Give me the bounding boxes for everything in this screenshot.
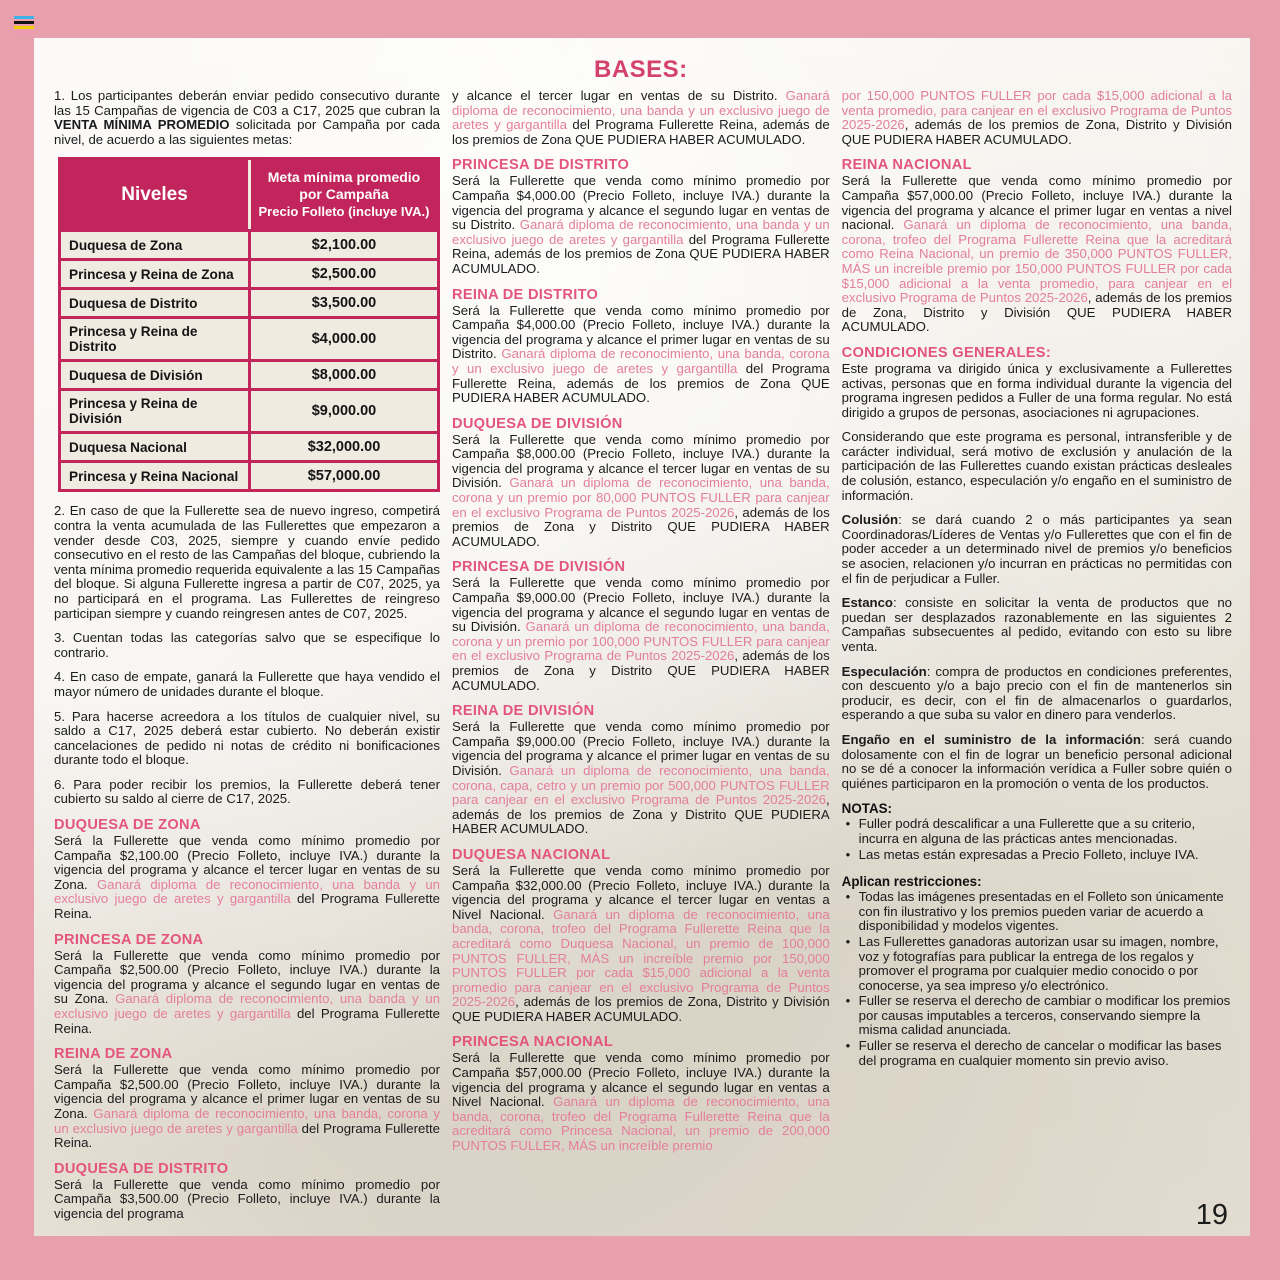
table-header-goal-line3: Precio Folleto (incluye IVA.) <box>258 204 430 220</box>
page-title-bases: BASES: <box>593 56 688 83</box>
princesa-zona-prize: Ganará diploma de reconocimiento, una banda y un exclusivo juego de aretes y gargantilla <box>54 991 440 1021</box>
heading-princesa-de-zona: PRINCESA DE ZONA <box>54 931 204 948</box>
level-goal: $32,000.00 <box>248 431 437 460</box>
text-reina-de-division <box>452 720 830 837</box>
level-goal: $2,100.00 <box>248 229 437 258</box>
table-body <box>61 229 437 489</box>
column-center <box>452 54 842 1226</box>
heading-condiciones-generales: CONDICIONES GENERALES: <box>841 344 1051 361</box>
duquesa-division-t2: , además de los premios de Zona y Distrito QUE PUDIERA HABER ACUMULADO. <box>452 504 830 549</box>
rule-4-paragraph: 4. En caso de empate, ganará la Fullerette que haya vendido el mayor número de unidades durante el bloque. <box>54 669 440 699</box>
table-row <box>61 431 437 460</box>
column-right <box>842 54 1232 1226</box>
text-princesa-de-distrito <box>452 174 830 276</box>
table-header-goal-line2: por Campaña <box>299 186 389 203</box>
heading-notas: NOTAS: <box>841 801 893 817</box>
rule-1-pre: 1. Los participantes deberán enviar pedido consecutivo durante las 15 Campañas de vigencia de C03 a C17, 2025 que cubran la <box>54 88 440 118</box>
heading-reina-de-distrito: REINA DE DISTRITO <box>452 286 599 303</box>
duquesa-division-prize: Ganará un diploma de reconocimiento, una banda, corona y un premio por 80,000 PUNTOS FULLER para canjear en el exclusivo Programa de Puntos 2025-2026 <box>452 475 830 520</box>
text-princesa-nacional <box>452 1051 830 1153</box>
reina-zona-t1: Será la Fullerette que venda como mínimo promedio por Campaña $2,500.00 (Precio Folleto, incluye IVA.) durante la vigencia del programa y alcance el primer lugar en ventas de su Zona. <box>54 1062 440 1121</box>
text-reina-nacional <box>842 174 1232 335</box>
duquesa-nacional-prize: Ganará un diploma de reconocimiento, una banda, corona, trofeo del Programa Fullerette Reina que la acreditará como Duquesa Nacional, un premio de 100,000 PUNTOS FULLER, MÁS un increíble premio por 150,000 PUNTOS FULLER por cada $15,000 adicional a la venta promedio para canjear en el exclusivo Programa de Puntos 2025-2026 <box>452 906 830 1010</box>
text-princesa-de-division <box>452 576 830 693</box>
reina-distrito-t1: Será la Fullerette que venda como mínimo promedio por Campaña $4,000.00 (Precio Folleto, incluye IVA.) durante la vigencia del programa y alcance el primer lugar en ventas de su Distrito. <box>452 302 830 362</box>
duquesa-distrito-cont-t2: del Programa Fullerette Reina, además de los premios de Zona QUE PUDIERA HABER ACUMULADO. <box>452 117 830 147</box>
cmyk-color-bar-icon <box>14 16 34 34</box>
list-item: • Todas las imágenes presentadas en el Folleto son únicamente con fin ilustrativo y los premios pueden variar de acuerdo a disponibilidad y modelos vigentes. <box>857 890 1232 934</box>
heading-reina-de-division: REINA DE DIVISIÓN <box>452 703 595 720</box>
brochure-page-sheet <box>34 38 1250 1236</box>
princesa-distrito-t1: Será la Fullerette que venda como mínimo promedio por Campaña $4,000.00 (Precio Folleto, incluye IVA.) durante la vigencia del programa y alcance el segundo lugar en ventas de su Distrito. <box>452 173 830 233</box>
text-duquesa-de-distrito-cont <box>452 89 830 147</box>
level-name: Duquesa de División <box>61 359 248 388</box>
text-princesa-de-zona <box>54 949 440 1037</box>
engano-label: Engaño en el suministro de la información <box>841 731 1141 747</box>
text-princesa-nacional-cont <box>842 89 1232 147</box>
level-goal: $57,000.00 <box>248 460 437 489</box>
text-especulacion <box>842 665 1232 723</box>
text-duquesa-de-distrito: Será la Fullerette que venda como mínimo promedio por Campaña $3,500.00 (Precio Folleto, incluye IVA.) durante la vigencia del programa <box>54 1176 440 1221</box>
princesa-division-prize: Ganará un diploma de reconocimiento, una banda, corona y un premio por 100,000 PUNTOS FULLER para canjear en el exclusivo Programa de Puntos 2025-2026 <box>452 619 830 664</box>
reina-distrito-t2: del Programa Fullerette Reina, además de los premios de Zona QUE PUDIERA HABER ACUMULADO. <box>452 360 830 406</box>
level-name: Princesa y Reina de Distrito <box>61 316 248 359</box>
level-name: Duquesa de Zona <box>61 229 248 258</box>
heading-reina-nacional: REINA NACIONAL <box>841 157 972 174</box>
princesa-zona-t1: Será la Fullerette que venda como mínimo promedio por Campaña $2,500.00 (Precio Folleto, incluye IVA.) durante la vigencia del programa y alcance el segundo lugar en ventas de su Zona. <box>54 947 440 1007</box>
reina-distrito-prize: Ganará diploma de reconocimiento, una banda, corona y un exclusivo juego de aretes y gargantilla <box>452 346 830 376</box>
estanco-text: : consiste en solicitar la venta de productos que no puedan ser desplazados razonablemente en las siguientes 2 Campañas subsecuentes al pedido, evitando con esto su libre venta. <box>841 595 1232 654</box>
princesa-division-t1: Será la Fullerette que venda como mínimo promedio por Campaña $9,000.00 (Precio Folleto, incluye IVA.) durante la vigencia del programa y alcance el segundo lugar en ventas de su División. <box>452 575 830 635</box>
list-item: • Fuller se reserva el derecho de cancelar o modificar las bases del programa en cualquier momento sin previo aviso. <box>857 1039 1232 1068</box>
princesa-zona-t2: del Programa Fullerette Reina. <box>54 1006 441 1036</box>
table-row <box>61 460 437 489</box>
level-goal: $8,000.00 <box>248 359 437 388</box>
level-goal: $9,000.00 <box>248 388 437 431</box>
rule-5-paragraph: 5. Para hacerse acreedora a los títulos de cualquier nivel, su saldo a C17, 2025 deberá estar cubierto. No deberán existir cancelaciones de pedido ni notas de crédito ni bonificaciones durante todo el bloque. <box>54 708 440 768</box>
text-duquesa-de-division <box>452 433 830 550</box>
column-right-top-spacer <box>842 54 1232 89</box>
page-number: 19 <box>1195 1199 1228 1231</box>
column-left <box>54 54 452 1226</box>
text-duquesa-de-zona <box>54 834 440 922</box>
heading-aplican-restricciones: Aplican restricciones: <box>841 874 982 890</box>
text-colusion <box>842 513 1232 586</box>
table-row <box>61 388 437 431</box>
level-name: Princesa y Reina de División <box>61 388 248 431</box>
duquesa-zona-t1: Será la Fullerette que venda como mínimo promedio por Campaña $2,100.00 (Precio Folleto, incluye IVA.) durante la vigencia del programa y alcance el tercer lugar en ventas de su Zona. <box>54 833 440 892</box>
reina-zona-t2: del Programa Fullerette Reina. <box>54 1120 441 1151</box>
text-condiciones-p2: Considerando que este programa es personal, intransferible y de carácter individual, será motivo de exclusión y anulación de la participación de las Fullerettes cuando existan prácticas desleales de colusión, estanco, especulación y/o engaño en el suministro de información. <box>841 429 1232 503</box>
table-row <box>61 258 437 287</box>
princesa-nacional-t1: Será la Fullerette que venda como mínimo promedio por Campaña $57,000.00 (Precio Folleto, incluye IVA.) durante la vigencia del programa y alcance el segundo lugar en ventas a Nivel Nacional. <box>452 1050 830 1110</box>
table-header-goal <box>248 160 437 229</box>
rule-1-post: solicitada por Campaña por cada nivel, de acuerdo a las siguientes metas: <box>54 117 440 147</box>
text-engano <box>842 733 1232 791</box>
table-row <box>61 359 437 388</box>
reina-division-t2: , además de los premios de Zona y Distrito QUE PUDIERA HABER ACUMULADO. <box>452 792 830 837</box>
text-reina-de-distrito <box>452 304 830 406</box>
text-estanco <box>842 596 1232 654</box>
level-name: Princesa y Reina de Zona <box>61 258 248 287</box>
duquesa-nacional-t2: , además de los premios de Zona, Distrito y División QUE PUDIERA HABER ACUMULADO. <box>452 994 830 1024</box>
reina-division-t1: Será la Fullerette que venda como mínimo promedio por Campaña $9,000.00 (Precio Folleto, incluye IVA.) durante la vigencia del programa y alcance el primer lugar en ventas de su División. <box>452 719 830 778</box>
column-left-top-spacer <box>54 54 440 89</box>
princesa-distrito-t2: del Programa Fullerette Reina, además de los premios de Zona QUE PUDIERA HABER ACUMULADO. <box>452 231 830 276</box>
princesa-distrito-prize: Ganará diploma de reconocimiento, una banda y un exclusivo juego de aretes y gargantilla <box>452 217 830 247</box>
especulacion-text: : compra de productos en condiciones preferentes, con descuento y/o a bajo precio con el fin de mantenerlos sin producir, es decir, con el fin de almacenarlos o guardarlos, esperando a que suba su valor en dinero para venderlos. <box>841 663 1232 723</box>
colusion-text: : se dará cuando 2 o más participantes ya sean Coordinadoras/Líderes de Ventas y/o Fullerettes que con el fin de poder acceder a un determinado nivel de premios y/o beneficios se asocien, relacionen y/o incurran en prácticas no permitidas con el fin de perjudicar a Fuller. <box>841 512 1232 586</box>
heading-reina-de-zona: REINA DE ZONA <box>54 1046 173 1063</box>
duquesa-zona-t2: del Programa Fullerette Reina. <box>54 891 441 922</box>
level-goal: $3,500.00 <box>248 287 437 316</box>
reina-division-prize: Ganará un diploma de reconocimiento, una banda, corona, capa, cetro y un premio por 500,000 PUNTOS FULLER para canjear en el exclusivo Programa de Puntos 2025-2026 <box>452 762 830 808</box>
heading-duquesa-de-division: DUQUESA DE DIVISIÓN <box>452 415 623 432</box>
rule-2-paragraph: 2. En caso de que la Fullerette sea de nuevo ingreso, competirá contra la venta acumulada de las Fullerettes que empezaron a vender desde C03, 2025, siempre y cuando envíe pedido consecutivo en el resto de las Campañas del bloque, cubriendo la venta mínima promedio requerida equivalente a las 15 Campañas del bloque. Si alguna Fullerette ingresa a partir de C07, 2025, ya no participará en el programa. Las Fullerettes de reingreso participan siempre y cuando reingresen antes de C07, 2025. <box>54 503 440 621</box>
rule-6-paragraph: 6. Para poder recibir los premios, la Fullerette deberá tener cubierto su saldo al cierre de C17, 2025. <box>54 776 440 807</box>
heading-duquesa-de-zona: DUQUESA DE ZONA <box>54 817 201 834</box>
duquesa-distrito-cont-t1: y alcance el tercer lugar en ventas de su Distrito. <box>452 88 786 103</box>
heading-princesa-nacional: PRINCESA NACIONAL <box>452 1034 614 1051</box>
text-duquesa-nacional <box>452 864 830 1025</box>
estanco-label: Estanco <box>841 595 893 611</box>
princesa-nacional-prize: Ganará un diploma de reconocimiento, una banda, corona, trofeo del Programa Fullerette Reina que la acreditará como Princesa Nacional, un premio de 200,000 PUNTOS FULLER, MÁS un increíble premio <box>452 1094 830 1154</box>
table-header-goal-line1: Meta mínima promedio <box>267 169 421 186</box>
list-item: • Fuller podrá descalificar a una Fullerette que a su criterio, incurra en alguna de las prácticas antes mencionadas. <box>857 817 1232 846</box>
heading-duquesa-nacional: DUQUESA NACIONAL <box>452 846 611 863</box>
princesa-nacional-cont-t2: , además de los premios de Zona, Distrito y División QUE PUDIERA HABER ACUMULADO. <box>841 117 1232 147</box>
levels-goals-table <box>58 157 440 492</box>
level-goal: $2,500.00 <box>248 258 437 287</box>
especulacion-label: Especulación <box>841 663 927 679</box>
heading-princesa-de-distrito: PRINCESA DE DISTRITO <box>452 157 630 174</box>
reina-nacional-t1: Será la Fullerette que venda como mínimo promedio por Campaña $57,000.00 (Precio Folleto, incluye IVA.) durante la vigencia del programa y alcance el primer lugar en ventas a nivel nacional. <box>841 173 1232 233</box>
princesa-nacional-prize-cont: por 150,000 PUNTOS FULLER por cada $15,000 adicional a la venta promedio, para canjear en el exclusivo Programa de Puntos 2025-2026 <box>841 88 1232 133</box>
list-item: • Fuller se reserva el derecho de cambiar o modificar los premios por causas imputables a terceros, conservando siempre la misma calidad anunciada. <box>857 994 1232 1038</box>
duquesa-distrito-prize: Ganará diploma de reconocimiento, una banda y un exclusivo juego de aretes y gargantilla <box>452 88 830 133</box>
table-row <box>61 229 437 258</box>
reina-nacional-prize: Ganará un diploma de reconocimiento, una banda, corona, trofeo del Programa Fullerette Reina que la acreditará como Reina Nacional, un premio de 350,000 PUNTOS FULLER, MÁS un increíble premio por 150,000 PUNTOS FULLER por cada $15,000 adicional a la venta promedio, para canjear en el exclusivo Programa de Puntos 2025-2026 <box>841 217 1232 306</box>
colusion-label: Colusión <box>841 512 899 528</box>
level-goal: $4,000.00 <box>248 316 437 359</box>
table-header-row <box>61 160 437 229</box>
three-column-layout <box>34 38 1250 1236</box>
level-name: Duquesa Nacional <box>61 431 248 460</box>
restricciones-list <box>842 890 1232 1068</box>
duquesa-division-t1: Será la Fullerette que venda como mínimo promedio por Campaña $8,000.00 (Precio Folleto, incluye IVA.) durante la vigencia del programa y alcance el tercer lugar en ventas de su División. <box>452 431 830 491</box>
rule-1-bold: VENTA MÍNIMA PROMEDIO <box>54 117 230 133</box>
rule-3-paragraph: 3. Cuentan todas las categorías salvo que se especifique lo contrario. <box>54 630 440 660</box>
table-header-levels: Niveles <box>61 160 248 229</box>
heading-princesa-de-division: PRINCESA DE DIVISIÓN <box>452 559 626 576</box>
rule-1-paragraph <box>54 89 440 147</box>
list-item: • Las metas están expresadas a Precio Folleto, incluye IVA. <box>857 848 1232 863</box>
level-name: Duquesa de Distrito <box>61 287 248 316</box>
reina-nacional-t2: , además de los premios de Zona, Distrito y División QUE PUDIERA HABER ACUMULADO. <box>841 290 1232 335</box>
princesa-division-t2: , además de los premios de Zona y Distrito QUE PUDIERA HABER ACUMULADO. <box>452 648 830 693</box>
duquesa-nacional-t1: Será la Fullerette que venda como mínimo promedio por Campaña $32,000.00 (Precio Folleto, incluye IVA.) durante la vigencia del programa y alcance el tercer lugar en ventas a Nivel Nacional. <box>452 862 830 922</box>
text-condiciones-p1: Este programa va dirigido única y exclusivamente a Fullerettes activas, personas que en forma individual durante la vigencia del programa ingresen pedidos a Fuller de una forma regular. No está dirigido a grupos de personas, asociaciones ni agrupaciones. <box>841 360 1232 420</box>
notas-list <box>842 817 1232 862</box>
reina-zona-prize: Ganará diploma de reconocimiento, una banda, corona y un exclusivo juego de aretes y gargantilla <box>54 1105 440 1136</box>
table-row <box>61 316 437 359</box>
table-row <box>61 287 437 316</box>
duquesa-zona-prize: Ganará diploma de reconocimiento, una banda y un exclusivo juego de aretes y gargantilla <box>54 876 441 907</box>
text-reina-de-zona <box>54 1063 440 1151</box>
heading-duquesa-de-distrito: DUQUESA DE DISTRITO <box>54 1160 229 1177</box>
engano-text: : será cuando dolosamente con el fin de lograr un beneficio personal adicional no se dé a conocer la información verídica a Fuller sobre quién o quiénes participaron en la promoción o venta de los productos. <box>841 731 1232 791</box>
level-name: Princesa y Reina Nacional <box>61 460 248 489</box>
list-item: • Las Fullerettes ganadoras autorizan usar su imagen, nombre, voz y fotografías para publicar la entrega de los regalos y promover el programa por cualquier medio conocido o por conocerse, ya sea impreso y/o electrónico. <box>857 935 1232 993</box>
